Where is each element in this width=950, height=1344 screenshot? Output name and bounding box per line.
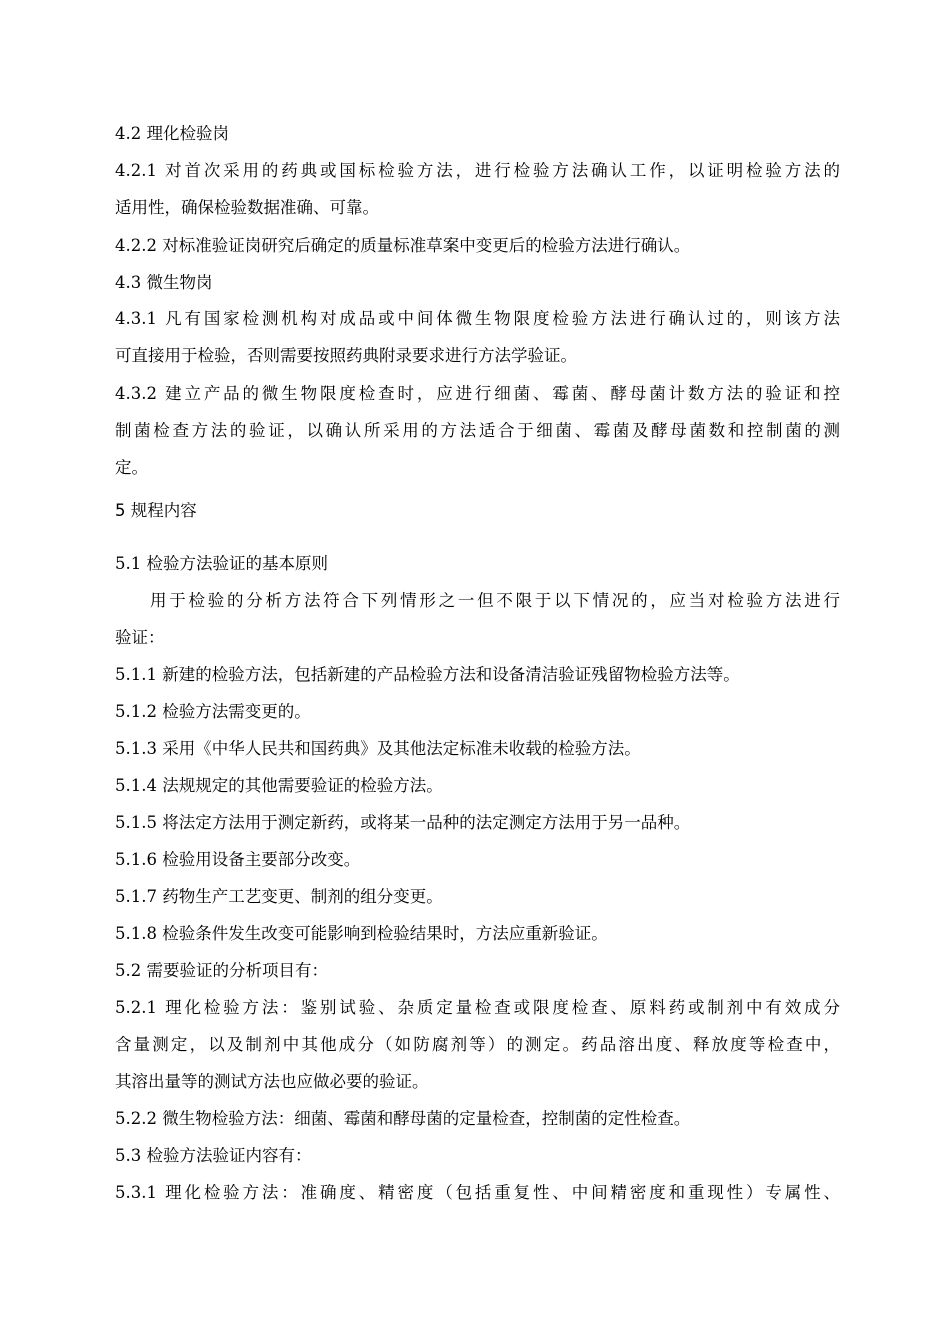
list-item: 5.1.3 采用《中华人民共和国药典》及其他法定标准未收载的检验方法。 (115, 739, 641, 758)
section-heading-5-3: 5.3 检验方法验证内容有： (115, 1146, 312, 1165)
paragraph-line: 含量测定，以及制剂中其他成分（如防腐剂等）的测定。药品溶出度、释放度等检查中， (115, 1035, 840, 1054)
list-item: 5.1.2 检验方法需变更的。 (115, 702, 311, 721)
paragraph-line: 可直接用于检验，否则需要按照药典附录要求进行方法学验证。 (115, 346, 577, 365)
section-heading-5-1: 5.1 检验方法验证的基本原则 (115, 554, 328, 573)
section-heading-4-3: 4.3 微生物岗 (115, 273, 213, 292)
paragraph-line: 定。 (115, 458, 148, 477)
list-item: 5.1.7 药物生产工艺变更、制剂的组分变更。 (115, 887, 443, 906)
paragraph-line: 其溶出量等的测试方法也应做必要的验证。 (115, 1072, 429, 1091)
paragraph-line: 4.2.2 对标准验证岗研究后确定的质量标准草案中变更后的检验方法进行确认。 (115, 236, 691, 255)
list-item: 5.1.4 法规规定的其他需要验证的检验方法。 (115, 776, 443, 795)
list-item: 5.1.5 将法定方法用于测定新药，或将某一品种的法定测定方法用于另一品种。 (115, 813, 691, 832)
paragraph-line: 4.2.1 对首次采用的药典或国标检验方法，进行检验方法确认工作，以证明检验方法的 (115, 161, 840, 180)
section-heading-5-2: 5.2 需要验证的分析项目有： (115, 961, 328, 980)
paragraph-line: 用于检验的分析方法符合下列情形之一但不限于以下情况的，应当对检验方法进行 (150, 591, 840, 610)
paragraph-line: 验证： (115, 628, 165, 647)
list-item: 5.1.8 检验条件发生改变可能影响到检验结果时，方法应重新验证。 (115, 924, 608, 943)
section-heading-4-2: 4.2 理化检验岗 (115, 124, 229, 143)
section-heading-5: 5 规程内容 (115, 501, 197, 520)
list-item: 5.1.1 新建的检验方法，包括新建的产品检验方法和设备清洁验证残留物检验方法等。 (115, 665, 740, 684)
list-item: 5.1.6 检验用设备主要部分改变。 (115, 850, 361, 869)
list-item: 5.2.1 理化检验方法：鉴别试验、杂质定量检查或限度检查、原料药或制剂中有效成分 (115, 998, 840, 1017)
list-item: 5.2.2 微生物检验方法：细菌、霉菌和酵母菌的定量检查，控制菌的定性检查。 (115, 1109, 691, 1128)
paragraph-line: 制菌检查方法的验证，以确认所采用的方法适合于细菌、霉菌及酵母菌数和控制菌的测 (115, 421, 840, 440)
list-item: 5.3.1 理化检验方法：准确度、精密度（包括重复性、中间精密度和重现性）专属性、 (115, 1183, 840, 1202)
paragraph-line: 4.3.2 建立产品的微生物限度检查时，应进行细菌、霉菌、酵母菌计数方法的验证和控 (115, 384, 840, 403)
paragraph-line: 适用性，确保检验数据准确、可靠。 (115, 198, 379, 217)
paragraph-line: 4.3.1 凡有国家检测机构对成品或中间体微生物限度检验方法进行确认过的，则该方法 (115, 309, 840, 328)
